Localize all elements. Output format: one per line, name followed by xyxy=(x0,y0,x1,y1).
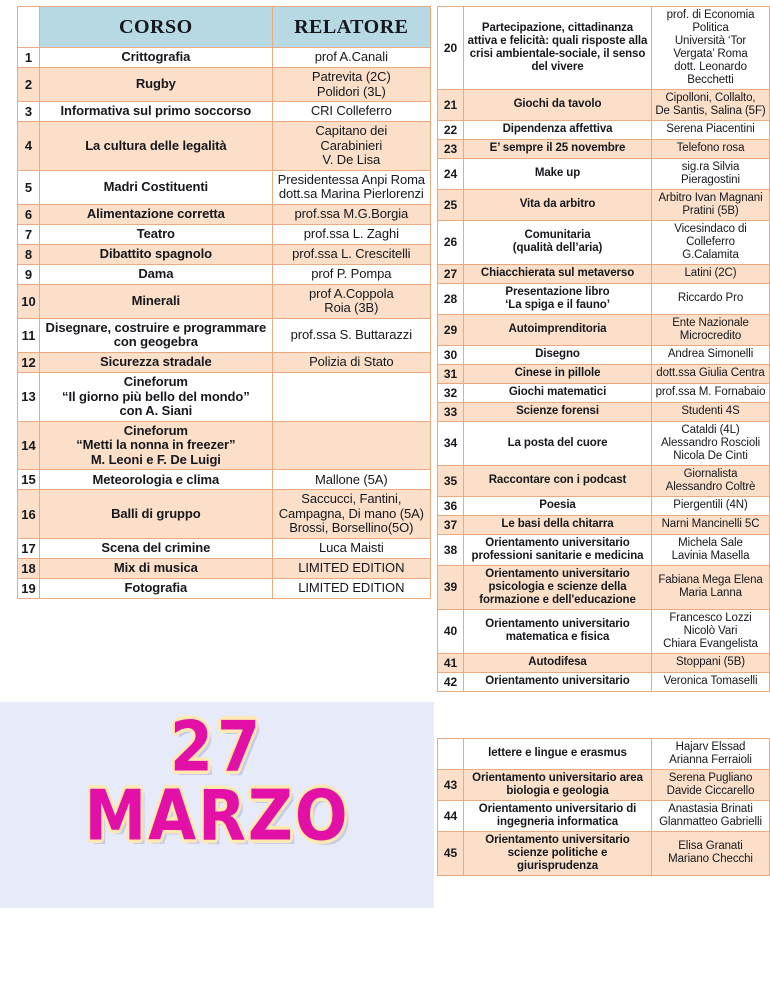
course-title: Cineforum “Il giorno più bello del mondo” con A. Siani xyxy=(40,373,273,422)
table-row xyxy=(18,244,431,264)
row-number: 38 xyxy=(438,534,464,565)
course-speaker: prof P. Pompa xyxy=(272,264,430,284)
course-speaker: Mallone (5A) xyxy=(272,470,430,490)
course-title: Raccontare con i podcast xyxy=(464,465,652,496)
date-banner xyxy=(0,705,434,857)
table-row xyxy=(18,68,431,102)
courses-table-right-top xyxy=(437,6,770,692)
course-title: Orientamento universitario scienze politiche e giurisprudenza xyxy=(464,831,652,875)
course-speaker: Cataldi (4L) Alessandro Roscioli Nicola De Cinti xyxy=(652,421,770,465)
table-row xyxy=(18,373,431,422)
course-title: E’ sempre il 25 novembre xyxy=(464,139,652,158)
course-speaker: Cipolloni, Collalto, De Santis, Salina (5F) xyxy=(652,89,770,120)
course-speaker: Studenti 4S xyxy=(652,402,770,421)
table-row xyxy=(438,800,770,831)
course-speaker: Serena Pugliano Davide Ciccarello xyxy=(652,769,770,800)
courses-table-right-bottom-body xyxy=(438,739,770,876)
course-speaker: Ente Nazionale Microcredito xyxy=(652,314,770,345)
course-title: Teatro xyxy=(40,224,273,244)
course-title: Presentazione libro ‘La spiga e il fauno’ xyxy=(464,283,652,314)
course-title: Comunitaria (qualità dell’aria) xyxy=(464,220,652,264)
table-row xyxy=(438,189,770,220)
table-row xyxy=(438,7,770,90)
course-speaker: Saccucci, Fantini, Campagna, Di mano (5A) Brossi, Borsellino(5O) xyxy=(272,490,430,539)
course-speaker: Fabiana Mega Elena Maria Lanna xyxy=(652,565,770,609)
row-number: 13 xyxy=(18,373,40,422)
table-row xyxy=(18,122,431,171)
table-row xyxy=(18,558,431,578)
course-speaker: prof A.Coppola Roia (3B) xyxy=(272,284,430,318)
table-row xyxy=(438,831,770,875)
table-row xyxy=(438,345,770,364)
course-speaker: Hajarv Elssad Arianna Ferraioli xyxy=(652,739,770,770)
course-title: Orientamento universitario matematica e fisica xyxy=(464,609,652,653)
course-speaker: Veronica Tomaselli xyxy=(652,672,770,691)
row-number: 4 xyxy=(18,122,40,171)
course-title: Autoimprenditoria xyxy=(464,314,652,345)
table-row xyxy=(18,470,431,490)
table-row xyxy=(18,578,431,598)
course-title: Giochi matematici xyxy=(464,383,652,402)
row-number: 6 xyxy=(18,204,40,224)
row-number: 8 xyxy=(18,244,40,264)
row-number: 23 xyxy=(438,139,464,158)
table-row xyxy=(438,158,770,189)
row-number: 33 xyxy=(438,402,464,421)
row-number: 39 xyxy=(438,565,464,609)
course-speaker: Francesco Lozzi Nicolò Vari Chiara Evangelista xyxy=(652,609,770,653)
table-row xyxy=(18,224,431,244)
row-number: 37 xyxy=(438,515,464,534)
course-title: Poesia xyxy=(464,496,652,515)
course-title: Orientamento universitario psicologia e scienze della formazione e dell'educazione xyxy=(464,565,652,609)
row-number: 32 xyxy=(438,383,464,402)
course-speaker xyxy=(272,421,430,470)
table-header-row xyxy=(18,7,431,48)
course-speaker: prof.ssa L. Zaghi xyxy=(272,224,430,244)
course-speaker: Latini (2C) xyxy=(652,264,770,283)
row-number: 36 xyxy=(438,496,464,515)
course-title: Cinese in pillole xyxy=(464,364,652,383)
course-title: Mix di musica xyxy=(40,558,273,578)
row-number: 42 xyxy=(438,672,464,691)
course-title: Rugby xyxy=(40,68,273,102)
course-speaker xyxy=(272,373,430,422)
courses-table-right-bottom xyxy=(437,738,770,876)
course-title: Informativa sul primo soccorso xyxy=(40,102,273,122)
course-title: lettere e lingue e erasmus xyxy=(464,739,652,770)
row-number: 24 xyxy=(438,158,464,189)
row-number: 16 xyxy=(18,490,40,539)
table-row xyxy=(438,220,770,264)
row-number: 22 xyxy=(438,120,464,139)
table-row xyxy=(438,534,770,565)
row-number: 18 xyxy=(18,558,40,578)
table-row xyxy=(18,170,431,204)
course-title: Dipendenza affettiva xyxy=(464,120,652,139)
course-title: Alimentazione corretta xyxy=(40,204,273,224)
course-speaker: sig.ra Silvia Pieragostini xyxy=(652,158,770,189)
header-corso: CORSO xyxy=(40,7,273,48)
row-number: 27 xyxy=(438,264,464,283)
course-title: Dama xyxy=(40,264,273,284)
table-row xyxy=(438,769,770,800)
course-speaker: Andrea Simonelli xyxy=(652,345,770,364)
row-number: 1 xyxy=(18,48,40,68)
course-speaker: Michela Sale Lavinia Masella xyxy=(652,534,770,565)
table-row xyxy=(438,421,770,465)
course-title: Meteorologia e clima xyxy=(40,470,273,490)
course-speaker: Anastasia Brinati Glanmatteo Gabrielli xyxy=(652,800,770,831)
row-number: 40 xyxy=(438,609,464,653)
course-speaker: Narni Mancinelli 5C xyxy=(652,515,770,534)
table-row xyxy=(18,353,431,373)
row-number: 44 xyxy=(438,800,464,831)
row-number: 11 xyxy=(18,318,40,352)
row-number: 21 xyxy=(438,89,464,120)
course-speaker: LIMITED EDITION xyxy=(272,558,430,578)
row-number: 19 xyxy=(18,578,40,598)
row-number: 45 xyxy=(438,831,464,875)
table-row xyxy=(438,383,770,402)
table-row xyxy=(438,609,770,653)
course-speaker: Riccardo Pro xyxy=(652,283,770,314)
course-title: Make up xyxy=(464,158,652,189)
row-number: 12 xyxy=(18,353,40,373)
table-row xyxy=(18,318,431,352)
course-speaker: CRI Colleferro xyxy=(272,102,430,122)
row-number: 2 xyxy=(18,68,40,102)
table-row xyxy=(438,739,770,770)
row-number: 26 xyxy=(438,220,464,264)
course-title: La cultura delle legalità xyxy=(40,122,273,171)
course-speaker: prof A.Canali xyxy=(272,48,430,68)
row-number: 9 xyxy=(18,264,40,284)
course-speaker: dott.ssa Giulia Centra xyxy=(652,364,770,383)
course-speaker: Stoppani (5B) xyxy=(652,653,770,672)
table-row xyxy=(438,120,770,139)
course-speaker: Telefono rosa xyxy=(652,139,770,158)
table-row xyxy=(18,102,431,122)
course-title: Le basi della chitarra xyxy=(464,515,652,534)
row-number: 35 xyxy=(438,465,464,496)
course-title: Scienze forensi xyxy=(464,402,652,421)
course-speaker: prof.ssa M. Fornabaio xyxy=(652,383,770,402)
course-title: Chiacchierata sul metaverso xyxy=(464,264,652,283)
course-title: Balli di gruppo xyxy=(40,490,273,539)
bottom-white-panel xyxy=(0,908,770,991)
table-row xyxy=(438,264,770,283)
row-number: 14 xyxy=(18,421,40,470)
course-title: La posta del cuore xyxy=(464,421,652,465)
course-title: Giochi da tavolo xyxy=(464,89,652,120)
course-title: Orientamento universitario area biologia e geologia xyxy=(464,769,652,800)
row-number: 17 xyxy=(18,538,40,558)
course-speaker: Giornalista Alessandro Coltrè xyxy=(652,465,770,496)
date-month-text: MARZO xyxy=(84,774,350,857)
course-title: Disegno xyxy=(464,345,652,364)
table-row xyxy=(438,672,770,691)
row-number: 29 xyxy=(438,314,464,345)
table-row xyxy=(438,565,770,609)
course-speaker: Luca Maisti xyxy=(272,538,430,558)
row-number: 15 xyxy=(18,470,40,490)
course-speaker: Serena Piacentini xyxy=(652,120,770,139)
course-title: Autodifesa xyxy=(464,653,652,672)
course-speaker: Arbitro Ivan Magnani Pratini (5B) xyxy=(652,189,770,220)
course-title: Madri Costituenti xyxy=(40,170,273,204)
course-title: Crittografia xyxy=(40,48,273,68)
courses-table-left xyxy=(17,6,431,599)
row-number: 41 xyxy=(438,653,464,672)
course-speaker: Patrevita (2C) Polidori (3L) xyxy=(272,68,430,102)
table-row xyxy=(18,421,431,470)
table-row xyxy=(438,364,770,383)
course-speaker: Polizia di Stato xyxy=(272,353,430,373)
course-title: Disegnare, costruire e programmare con geogebra xyxy=(40,318,273,352)
course-title: Minerali xyxy=(40,284,273,318)
course-title: Orientamento universitario di ingegneria informatica xyxy=(464,800,652,831)
table-row xyxy=(18,284,431,318)
table-row xyxy=(18,204,431,224)
row-number: 30 xyxy=(438,345,464,364)
table-row xyxy=(438,465,770,496)
course-speaker: LIMITED EDITION xyxy=(272,578,430,598)
course-title: Scena del crimine xyxy=(40,538,273,558)
course-speaker: Vicesindaco di Colleferro G.Calamita xyxy=(652,220,770,264)
course-title: Fotografia xyxy=(40,578,273,598)
course-title: Dibattito spagnolo xyxy=(40,244,273,264)
course-title: Vita da arbitro xyxy=(464,189,652,220)
table-row xyxy=(438,653,770,672)
table-row xyxy=(438,283,770,314)
course-title: Orientamento universitario xyxy=(464,672,652,691)
table-row xyxy=(438,496,770,515)
course-speaker: prof. di Economia Politica Università ‘Tor Vergata’ Roma dott. Leonardo Becchetti xyxy=(652,7,770,90)
course-title: Orientamento universitario professioni sanitarie e medicina xyxy=(464,534,652,565)
table-row xyxy=(18,490,431,539)
course-speaker: Presidentessa Anpi Roma dott.sa Marina Pierlorenzi xyxy=(272,170,430,204)
row-number: 43 xyxy=(438,769,464,800)
table-row xyxy=(18,538,431,558)
table-row xyxy=(438,515,770,534)
table-row xyxy=(18,48,431,68)
course-title: Sicurezza stradale xyxy=(40,353,273,373)
course-speaker: prof.ssa M.G.Borgia xyxy=(272,204,430,224)
row-number: 34 xyxy=(438,421,464,465)
row-number: 10 xyxy=(18,284,40,318)
row-number: 25 xyxy=(438,189,464,220)
table-row xyxy=(438,89,770,120)
row-number: 3 xyxy=(18,102,40,122)
course-title: Cineforum “Metti la nonna in freezer” M. Leoni e F. De Luigi xyxy=(40,421,273,470)
row-number: 7 xyxy=(18,224,40,244)
course-speaker: prof.ssa S. Buttarazzi xyxy=(272,318,430,352)
row-number: 28 xyxy=(438,283,464,314)
row-number: 20 xyxy=(438,7,464,90)
course-speaker: prof.ssa L. Crescitelli xyxy=(272,244,430,264)
table-row xyxy=(438,139,770,158)
table-row xyxy=(438,402,770,421)
row-number: 5 xyxy=(18,170,40,204)
row-number: 31 xyxy=(438,364,464,383)
date-day-text: 27 xyxy=(169,705,265,788)
table-row xyxy=(18,264,431,284)
course-title: Partecipazione, cittadinanza attiva e felicità: quali risposte alla crisi ambientale-sociale, il senso del vivere xyxy=(464,7,652,90)
course-speaker: Elisa Granati Mariano Checchi xyxy=(652,831,770,875)
table-row xyxy=(438,314,770,345)
courses-table-left-body xyxy=(18,48,431,599)
course-speaker: Piergentili (4N) xyxy=(652,496,770,515)
header-relatore: RELATORE xyxy=(272,7,430,48)
row-number xyxy=(438,739,464,770)
course-speaker: Capitano dei Carabinieri V. De Lisa xyxy=(272,122,430,171)
header-index-spacer xyxy=(18,7,40,48)
courses-table-right-top-body xyxy=(438,7,770,692)
